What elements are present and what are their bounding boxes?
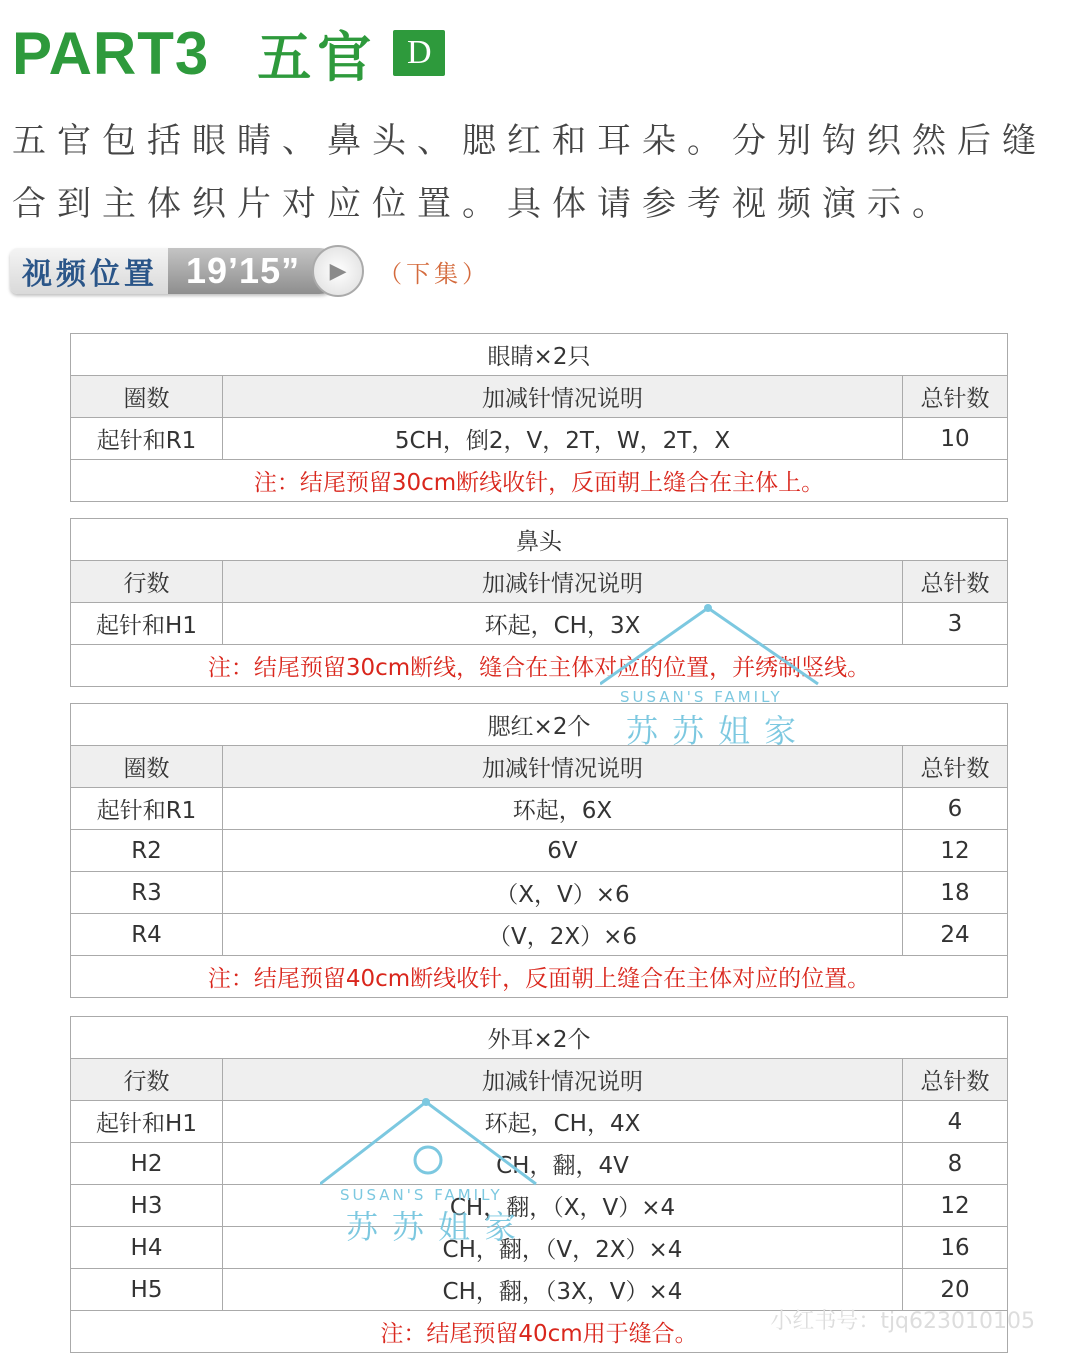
table-note: 注：结尾预留30cm断线收针，反面朝上缝合在主体上。 [71,460,1008,502]
column-header: 加减针情况说明 [223,1059,903,1101]
table-header-row [71,746,1008,788]
column-header: 总针数 [902,1059,1007,1101]
table-row [71,1227,1008,1269]
column-header: 圈数 [71,376,223,418]
column-header: 加减针情况说明 [223,561,903,603]
table-row [71,872,1008,914]
pattern-table [70,703,1008,998]
table-cell: 10 [902,418,1007,460]
table-cell: 环起，CH，4X [223,1101,903,1143]
table-cell: 环起，6X [223,788,903,830]
watermark-en: SUSAN'S FAMILY [620,688,783,706]
table-title-row [71,704,1008,746]
column-header: 总针数 [902,376,1007,418]
table-header-row [71,1059,1008,1101]
table-cell: 6V [223,830,903,872]
table-cell: CH，翻，4V [223,1143,903,1185]
table-cell: 18 [902,872,1007,914]
watermark-en: SUSAN'S FAMILY [340,1186,503,1204]
table-cell: H4 [71,1227,223,1269]
part-label: PART3 [12,19,210,87]
table-row [71,1185,1008,1227]
table-row [71,914,1008,956]
table-cell: R4 [71,914,223,956]
table-row [71,1101,1008,1143]
table-cell: （X，V）×6 [223,872,903,914]
table-cell: CH，翻，（V，2X）×4 [223,1227,903,1269]
section-title: 五官 [257,25,378,89]
table-cell: 起针和H1 [71,1101,223,1143]
table-row [71,830,1008,872]
table-title: 腮红×2个 [71,704,1008,746]
table-cell: 24 [902,914,1007,956]
intro-line-1: 五官包括眼睛、鼻头、腮红和耳朵。分别钩织然后缝 [12,121,1047,161]
watermark-zh: 苏苏姐家 [346,1208,531,1246]
table-title-row [71,334,1008,376]
table-cell: CH，翻，（3X，V）×4 [223,1269,903,1311]
table-row [71,418,1008,460]
table-cell: 5CH，倒2，V，2T，W，2T，X [223,418,903,460]
video-position [10,246,490,296]
column-header: 加减针情况说明 [223,746,903,788]
intro-line-2: 合到主体织片对应位置。具体请参考视频演示。 [12,184,957,224]
table-header-row [71,561,1008,603]
play-icon[interactable]: ▶ [312,245,364,297]
table-note-row [71,956,1008,998]
xiaohongshu-watermark: 小红书号：tjq623010105 [770,1309,1035,1334]
page-title [12,18,445,88]
table-note-row [71,645,1008,687]
table-cell: 20 [902,1269,1007,1311]
video-part-note: （下集） [378,259,491,288]
table-cell: R3 [71,872,223,914]
table-cell: 12 [902,1185,1007,1227]
video-position-label: 视频位置 [10,248,168,294]
table-title-row [71,1017,1008,1059]
table-note: 注：结尾预留30cm断线，缝合在主体对应的位置，并绣制竖线。 [71,645,1008,687]
pattern-table [70,333,1008,502]
watermark-zh: 苏苏姐家 [626,712,811,750]
table-cell: 8 [902,1143,1007,1185]
column-header: 总针数 [902,561,1007,603]
table-header-row [71,376,1008,418]
table-cell: 环起，CH，3X [223,603,903,645]
table-cell: 起针和H1 [71,603,223,645]
column-header: 加减针情况说明 [223,376,903,418]
table-cell: CH，翻，（X，V）×4 [223,1185,903,1227]
column-header: 总针数 [902,746,1007,788]
table-cell: H2 [71,1143,223,1185]
table-title: 鼻头 [71,519,1008,561]
table-note-row [71,460,1008,502]
video-position-bar [10,248,342,294]
table-cell: （V，2X）×6 [223,914,903,956]
table-cell: 6 [902,788,1007,830]
table-row [71,603,1008,645]
table-title: 外耳×2个 [71,1017,1008,1059]
pattern-table [70,1016,1008,1353]
table-cell: 16 [902,1227,1007,1269]
column-header: 行数 [71,1059,223,1101]
table-cell: 4 [902,1101,1007,1143]
table-note: 注：结尾预留40cm断线收针，反面朝上缝合在主体对应的位置。 [71,956,1008,998]
table-cell: H3 [71,1185,223,1227]
column-header: 圈数 [71,746,223,788]
table-note: 注：结尾预留40cm用于缝合。 [71,1311,1008,1353]
table-cell: R2 [71,830,223,872]
table-cell: 起针和R1 [71,418,223,460]
video-timestamp: 19’15” [168,248,342,294]
table-cell: 3 [902,603,1007,645]
table-cell: 起针和R1 [71,788,223,830]
table-cell: H5 [71,1269,223,1311]
table-row [71,1143,1008,1185]
table-cell: 12 [902,830,1007,872]
table-row [71,788,1008,830]
table-title-row [71,519,1008,561]
table-title: 眼睛×2只 [71,334,1008,376]
section-badge: D [393,30,445,76]
intro-text [12,110,1072,236]
pattern-table [70,518,1008,687]
column-header: 行数 [71,561,223,603]
